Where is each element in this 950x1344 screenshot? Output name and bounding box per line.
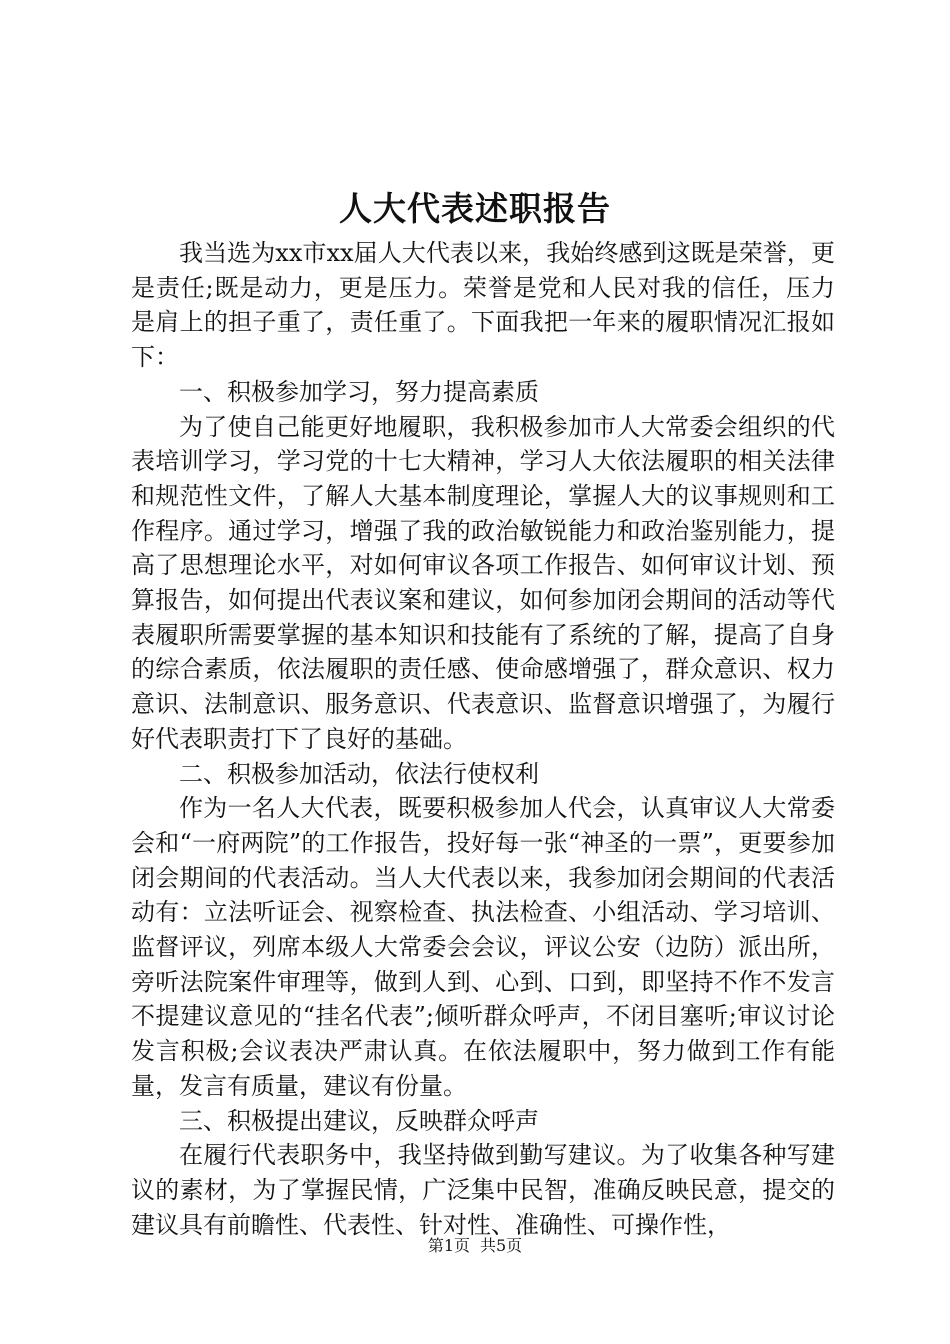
document-title: 人大代表述职报告 — [339, 189, 611, 228]
intro-paragraph: 我当选为xx市xx届人大代表以来，我始终感到这既是荣誉，更是责任;既是动力，更是压力。荣誉是党和人民对我的信任，压力是肩上的担子重了，责任重了。下面我把一年来的履职情况汇报如下： — [131, 239, 835, 372]
page-footer — [0, 1234, 950, 1258]
section-paragraph-1: 为了使自己能更好地履职，我积极参加市人大常委会组织的代表培训学习，学习党的十七大精神，学习人大依法履职的相关法律和规范性文件，了解人大基本制度理论，掌握人大的议事规则和工作程序。通过学习，增强了我的政治敏锐能力和政治鉴别能力，提高了思想理论水平，对如何审议各项工作报告、如何审议计划、预算报告，如何提出代表议案和建议，如何参加闭会期间的活动等代表履职所需要掌握的基本知识和技能有了系统的了解，提高了自身的综合素质，依法履职的责任感、使命感增强了，群众意识、权力意识、法制意识、服务意识、代表意识、监督意识增强了，为履行好代表职责打下了良好的基础。 — [131, 412, 835, 753]
section-heading-2: 二、积极参加活动，依法行使权利 — [179, 759, 539, 788]
page-total: 共5页 — [480, 1236, 523, 1255]
section-heading-1: 一、积极参加学习，努力提高素质 — [179, 377, 539, 406]
section-paragraph-3: 在履行代表职务中，我坚持做到勤写建议。为了收集各种写建议的素材，为了掌握民情，广泛集中民智，准确反映民意，提交的建议具有前瞻性、代表性、针对性、准确性、可操作性， — [131, 1141, 835, 1239]
page-number: 第1页 — [427, 1236, 470, 1255]
section-heading-3: 三、积极提出建议，反映群众呼声 — [179, 1106, 539, 1135]
section-paragraph-2: 作为一名人大代表，既要积极参加人代会，认真审议人大常委会和“一府两院”的工作报告，投好每一张“神圣的一票”，更要参加闭会期间的代表活动。当人大代表以来，我参加闭会期间的代表活动有：立法听证会、视察检查、执法检查、小组活动、学习培训、监督评议，列席本级人大常委会会议，评议公安（边防）派出所，旁听法院案件审理等，做到人到、心到、口到，即坚持不作不发言不提建议意见的“挂名代表”;倾听群众呼声，不闭目塞听;审议讨论发言积极;会议表决严肃认真。在依法履职中，努力做到工作有能量，发言有质量，建议有份量。 — [131, 794, 835, 1100]
document-body — [131, 236, 835, 1242]
